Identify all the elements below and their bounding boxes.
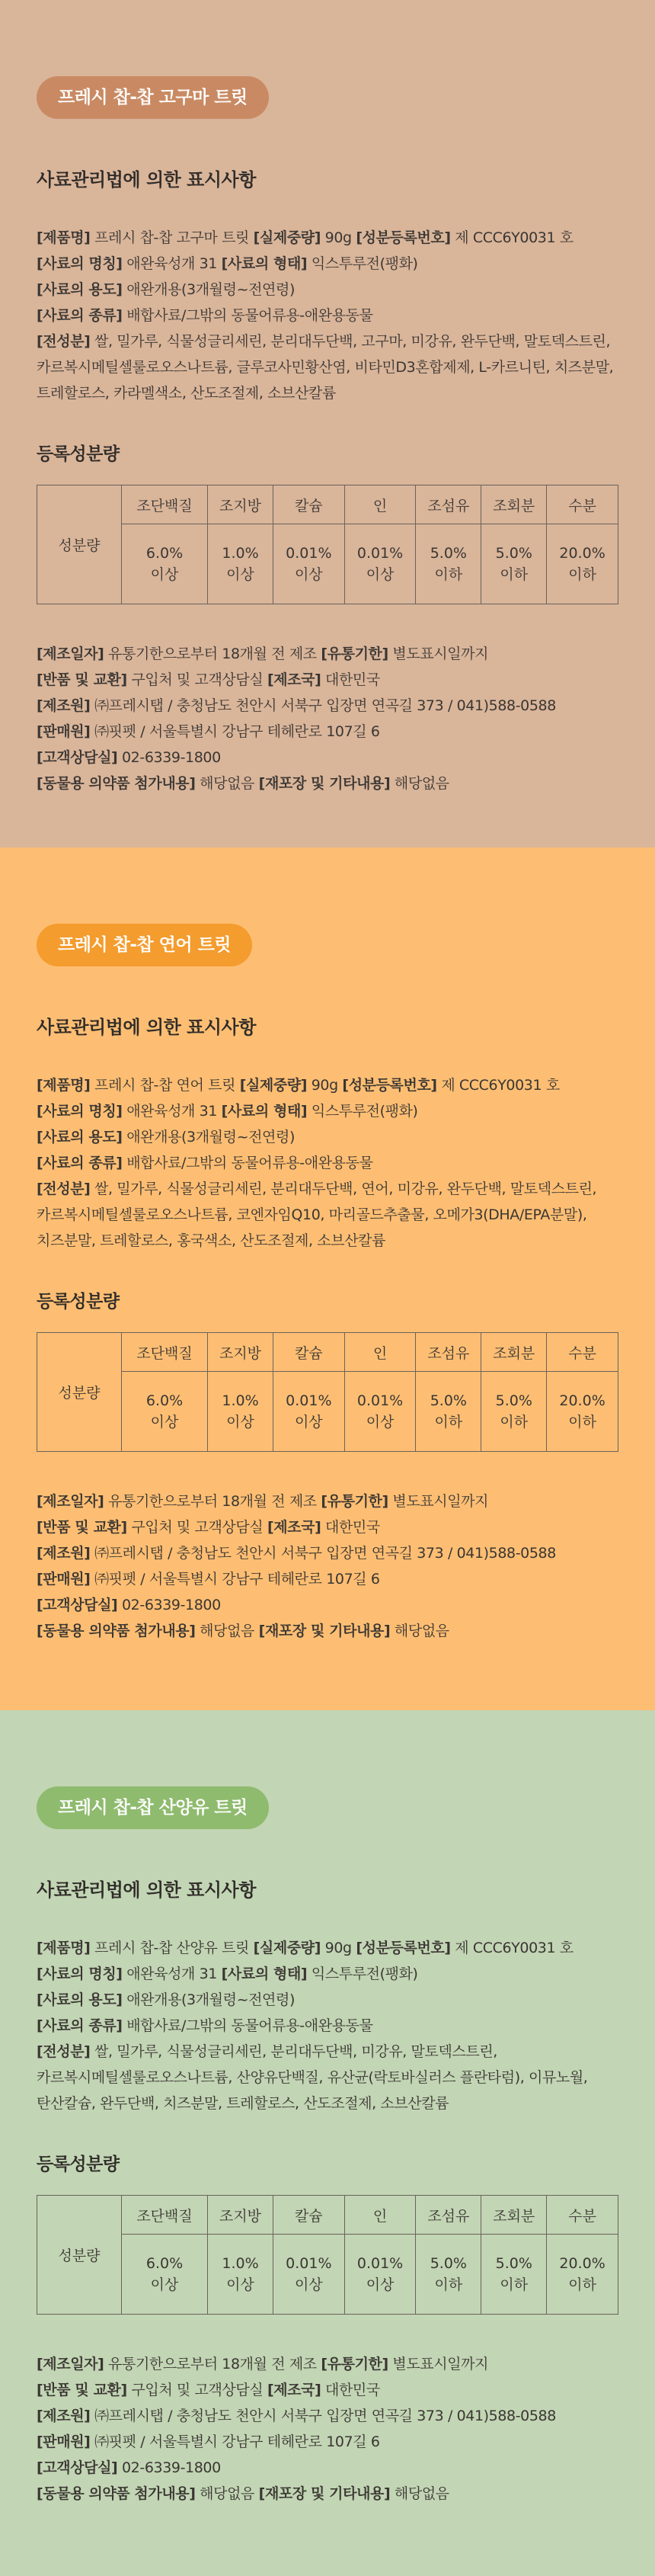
info-value: 대한민국 xyxy=(321,2382,380,2398)
cell-qualifier: 이상 xyxy=(226,2276,254,2293)
info-key: [성분등록번호] xyxy=(356,1940,451,1956)
table-cell xyxy=(344,2235,416,2315)
cell-amount: 0.01% xyxy=(286,2255,332,2272)
cell-amount: 0.01% xyxy=(356,1392,404,1409)
info-value: ㈜핏펫 / 서울특별시 강남구 테헤란로 107길 6 xyxy=(90,1571,380,1588)
column-header: 조섬유 xyxy=(416,2196,481,2235)
cell-amount: 0.01% xyxy=(286,545,332,562)
info-line xyxy=(37,2039,618,2065)
info-line xyxy=(37,771,618,796)
cell-qualifier: 이하 xyxy=(500,2276,529,2293)
cell-qualifier: 이하 xyxy=(568,566,596,583)
cell-amount: 20.0% xyxy=(559,545,605,562)
cell-qualifier: 이상 xyxy=(226,566,254,583)
info-value: 프레시 찹-찹 고구마 트릿 xyxy=(90,229,254,246)
info-value: 카르복시메틸셀룰로오스나트륨, 코엔자임Q10, 마리골드추출물, 오메가3(DHA/EPA분말), xyxy=(37,1206,587,1223)
info-value: 배합사료/그밖의 동물어류용-애완용동물 xyxy=(122,1155,373,1171)
column-header: 조지방 xyxy=(208,2196,273,2235)
info-line xyxy=(37,1202,618,1228)
table-cell xyxy=(481,1372,547,1452)
info-key: [성분등록번호] xyxy=(356,229,451,246)
cell-qualifier: 이하 xyxy=(568,1414,596,1431)
info-line xyxy=(37,225,618,251)
info-value: 익스투루전(팽화) xyxy=(307,1966,418,1982)
info-value: 카르복시메틸셀룰로오스나트륨, 글루코사민황산염, 비타민D3혼합제제, L-카르니틴, 치즈분말, xyxy=(37,359,614,376)
cell-amount: 1.0% xyxy=(222,1392,259,1409)
cell-amount: 6.0% xyxy=(145,545,184,562)
cell-amount: 6.0% xyxy=(145,1392,184,1409)
product-section xyxy=(0,1710,655,2576)
table-row xyxy=(37,2235,618,2315)
cell-qualifier: 이하 xyxy=(568,2276,596,2293)
cell-qualifier: 이상 xyxy=(366,1414,395,1431)
table-cell xyxy=(122,1372,208,1452)
table-cell xyxy=(481,2235,547,2315)
table-cell xyxy=(416,2235,481,2315)
table-cell xyxy=(344,524,416,604)
info-value: 해당없음 xyxy=(195,1623,259,1639)
info-value: 90g xyxy=(307,1077,343,1094)
table-cell xyxy=(273,2235,344,2315)
info-line xyxy=(37,1176,618,1202)
info-value: 02-6339-1800 xyxy=(117,749,221,766)
info-line xyxy=(37,1072,618,1098)
section-title: 사료관리법에 의한 표시사항 xyxy=(37,1017,256,1038)
info-key: [제조원] xyxy=(37,697,91,714)
table-cell xyxy=(416,1372,481,1452)
cell-qualifier: 이상 xyxy=(150,566,179,583)
info-value: 해당없음 xyxy=(195,775,259,792)
info-line xyxy=(37,1935,618,1961)
table-cell xyxy=(344,1372,416,1452)
info-value: 02-6339-1800 xyxy=(117,1597,221,1613)
info-key: [반품 및 교환] xyxy=(37,2382,127,2398)
info-value: 02-6339-1800 xyxy=(117,2459,221,2476)
info-value: 구입처 및 고객상담실 xyxy=(126,2382,267,2398)
label-info-block xyxy=(37,225,618,406)
info-line xyxy=(37,2429,618,2455)
column-header: 인 xyxy=(344,1333,416,1372)
cell-qualifier: 이하 xyxy=(500,566,529,583)
info-value: 유통기한으로부터 18개월 전 제조 xyxy=(104,1493,321,1510)
cell-qualifier: 이상 xyxy=(294,566,323,583)
section-title: 사료관리법에 의한 표시사항 xyxy=(37,169,256,191)
info-key: [제품명] xyxy=(37,1940,91,1956)
info-line xyxy=(37,354,618,380)
cell-amount: 20.0% xyxy=(559,1392,605,1409)
info-line xyxy=(37,1566,618,1592)
info-key: [전성분] xyxy=(37,333,91,350)
column-header: 조섬유 xyxy=(416,485,481,524)
info-line xyxy=(37,380,618,406)
info-line xyxy=(37,2013,618,2039)
info-key: [판매원] xyxy=(37,723,91,740)
info-key: [사료의 형태] xyxy=(221,1103,308,1120)
info-line xyxy=(37,251,618,277)
info-key: [사료의 종류] xyxy=(37,2017,123,2034)
column-header: 조섬유 xyxy=(416,1333,481,1372)
info-line xyxy=(37,2481,618,2507)
info-value: 탄산칼슘, 완두단백, 치즈분말, 트레할로스, 산도조절제, 소브산칼륨 xyxy=(37,2095,449,2112)
row-label: 성분량 xyxy=(37,485,122,604)
column-header: 수분 xyxy=(547,485,618,524)
manufacturer-info-block xyxy=(37,2351,618,2507)
info-line xyxy=(37,1618,618,1644)
table-cell xyxy=(481,524,547,604)
table-cell xyxy=(122,524,208,604)
info-key: [사료의 종류] xyxy=(37,1155,123,1171)
info-key: [사료의 명칭] xyxy=(37,1103,123,1120)
info-line xyxy=(37,719,618,745)
info-value: 애완개용(3개월령~전연령) xyxy=(122,1991,295,2008)
info-key: [고객상담실] xyxy=(37,2459,118,2476)
cell-qualifier: 이하 xyxy=(500,1414,529,1431)
info-line xyxy=(37,1961,618,1987)
column-header: 조회분 xyxy=(481,1333,547,1372)
info-key: [판매원] xyxy=(37,2433,91,2450)
info-value: 대한민국 xyxy=(321,1519,380,1536)
cell-qualifier: 이상 xyxy=(150,2276,179,2293)
info-line xyxy=(37,1540,618,1566)
table-header-row xyxy=(37,2196,618,2235)
cell-amount: 0.01% xyxy=(356,2255,404,2272)
info-key: [사료의 형태] xyxy=(221,255,308,272)
info-key: [전성분] xyxy=(37,2043,91,2060)
label-info-block xyxy=(37,1072,618,1254)
info-value: 유통기한으로부터 18개월 전 제조 xyxy=(104,2356,321,2373)
info-value: 애완육성개 31 xyxy=(122,1966,222,1982)
table-cell xyxy=(547,2235,618,2315)
info-key: [사료의 용도] xyxy=(37,281,123,298)
info-key: [제조국] xyxy=(267,1519,321,1536)
info-key: [실제중량] xyxy=(253,1940,321,1956)
info-value: 별도표시일까지 xyxy=(388,646,489,662)
info-value: 쌀, 밀가루, 식물성글리세린, 분리대두단백, 미강유, 말토덱스트린, xyxy=(90,2043,497,2060)
info-line xyxy=(37,1098,618,1124)
info-value: 별도표시일까지 xyxy=(388,1493,489,1510)
label-info-block xyxy=(37,1935,618,2116)
table-cell xyxy=(208,2235,273,2315)
column-header: 조단백질 xyxy=(122,1333,208,1372)
info-value: 90g xyxy=(321,1940,356,1956)
info-value: 프레시 찹-찹 연어 트릿 xyxy=(90,1077,240,1094)
info-line xyxy=(37,1987,618,2013)
info-key: [제조원] xyxy=(37,2408,91,2424)
cell-qualifier: 이상 xyxy=(294,2276,323,2293)
table-row xyxy=(37,1372,618,1452)
table-cell xyxy=(547,1372,618,1452)
info-line xyxy=(37,303,618,328)
cell-amount: 5.0% xyxy=(430,1392,467,1409)
info-value: 구입처 및 고객상담실 xyxy=(126,671,267,688)
info-value: 치즈분말, 트레할로스, 홍국색소, 산도조절제, 소브산칼륨 xyxy=(37,1232,386,1249)
column-header: 칼슘 xyxy=(273,485,344,524)
cell-amount: 5.0% xyxy=(495,2255,532,2272)
cell-amount: 20.0% xyxy=(559,2255,605,2272)
info-value: 해당없음 xyxy=(390,2485,449,2502)
info-value: 카르복시메틸셀룰로오스나트륨, 산양유단백질, 유산균(락토바실러스 플란타럼), 이뮤노월, xyxy=(37,2069,588,2086)
column-header: 조단백질 xyxy=(122,2196,208,2235)
cell-amount: 1.0% xyxy=(222,2255,259,2272)
info-key: [동물용 의약품 첨가내용] xyxy=(37,1623,196,1639)
info-value: 유통기한으로부터 18개월 전 제조 xyxy=(104,646,321,662)
column-header: 인 xyxy=(344,485,416,524)
table-cell xyxy=(416,524,481,604)
info-key: [반품 및 교환] xyxy=(37,1519,127,1536)
cell-amount: 0.01% xyxy=(286,1392,332,1409)
info-key: [고객상담실] xyxy=(37,749,118,766)
cell-qualifier: 이하 xyxy=(434,2276,463,2293)
manufacturer-info-block xyxy=(37,1488,618,1644)
info-key: [사료의 명칭] xyxy=(37,255,123,272)
info-line xyxy=(37,1488,618,1514)
info-key: [제조국] xyxy=(267,2382,321,2398)
info-line xyxy=(37,745,618,771)
info-key: [전성분] xyxy=(37,1181,91,1197)
info-value: ㈜핏펫 / 서울특별시 강남구 테헤란로 107길 6 xyxy=(90,723,380,740)
product-section xyxy=(0,0,655,847)
product-name-pill: 프레시 찹-찹 연어 트릿 xyxy=(37,924,252,966)
column-header: 수분 xyxy=(547,2196,618,2235)
info-value: 해당없음 xyxy=(390,775,449,792)
nutrient-table-title: 등록성분량 xyxy=(37,2155,120,2174)
table-cell xyxy=(208,524,273,604)
info-key: [실제중량] xyxy=(253,229,321,246)
info-line xyxy=(37,693,618,719)
product-name-pill: 프레시 찹-찹 고구마 트릿 xyxy=(37,76,269,119)
manufacturer-info-block xyxy=(37,641,618,796)
cell-amount: 5.0% xyxy=(430,545,467,562)
nutrient-table xyxy=(37,2195,618,2315)
info-value: 쌀, 밀가루, 식물성글리세린, 분리대두단백, 고구마, 미강유, 완두단백, 말토덱스트린, xyxy=(90,333,611,350)
table-header-row xyxy=(37,485,618,524)
cell-qualifier: 이상 xyxy=(150,1414,179,1431)
cell-amount: 5.0% xyxy=(430,2255,467,2272)
info-line xyxy=(37,1514,618,1540)
info-line xyxy=(37,2403,618,2429)
cell-amount: 5.0% xyxy=(495,1392,532,1409)
cell-qualifier: 이상 xyxy=(366,2276,395,2293)
info-value: 90g xyxy=(321,229,356,246)
info-value: 구입처 및 고객상담실 xyxy=(126,1519,267,1536)
info-value: 해당없음 xyxy=(390,1623,449,1639)
info-key: [유통기한] xyxy=(321,2356,388,2373)
product-section xyxy=(0,847,655,1710)
cell-amount: 1.0% xyxy=(222,545,259,562)
info-value: ㈜프레시탭 / 충청남도 천안시 서북구 입장면 연곡길 373 / 041)588-0588 xyxy=(90,1545,556,1562)
info-line xyxy=(37,328,618,354)
table-cell xyxy=(208,1372,273,1452)
info-key: [동물용 의약품 첨가내용] xyxy=(37,2485,196,2502)
column-header: 조회분 xyxy=(481,485,547,524)
section-title: 사료관리법에 의한 표시사항 xyxy=(37,1879,256,1901)
column-header: 인 xyxy=(344,2196,416,2235)
info-value: 해당없음 xyxy=(195,2485,259,2502)
cell-amount: 0.01% xyxy=(356,545,404,562)
column-header: 조지방 xyxy=(208,1333,273,1372)
info-key: [제조원] xyxy=(37,1545,91,1562)
info-key: [사료의 용도] xyxy=(37,1129,123,1145)
info-value: ㈜프레시탭 / 충청남도 천안시 서북구 입장면 연곡길 373 / 041)588-0588 xyxy=(90,2408,556,2424)
info-line xyxy=(37,1150,618,1176)
info-line xyxy=(37,277,618,303)
cell-amount: 6.0% xyxy=(145,2255,184,2272)
info-value: 제 CCC6Y0031 호 xyxy=(450,1940,574,1956)
cell-qualifier: 이상 xyxy=(226,1414,254,1431)
info-key: [제조일자] xyxy=(37,646,104,662)
product-name-pill: 프레시 찹-찹 산양유 트릿 xyxy=(37,1786,269,1829)
column-header: 칼슘 xyxy=(273,1333,344,1372)
column-header: 조지방 xyxy=(208,485,273,524)
info-key: [반품 및 교환] xyxy=(37,671,127,688)
info-value: ㈜핏펫 / 서울특별시 강남구 테헤란로 107길 6 xyxy=(90,2433,380,2450)
table-cell xyxy=(273,524,344,604)
info-key: [재포장 및 기타내용] xyxy=(258,775,391,792)
info-value: 배합사료/그밖의 동물어류용-애완용동물 xyxy=(122,2017,373,2034)
nutrient-table xyxy=(37,485,618,604)
info-key: [제조국] xyxy=(267,671,321,688)
info-key: [사료의 형태] xyxy=(221,1966,308,1982)
info-key: [유통기한] xyxy=(321,1493,388,1510)
info-line xyxy=(37,667,618,693)
info-key: [제조일자] xyxy=(37,1493,104,1510)
info-value: 제 CCC6Y0031 호 xyxy=(436,1077,560,1094)
info-line xyxy=(37,1592,618,1618)
table-cell xyxy=(547,524,618,604)
info-key: [재포장 및 기타내용] xyxy=(258,1623,391,1639)
column-header: 수분 xyxy=(547,1333,618,1372)
info-key: [제품명] xyxy=(37,229,91,246)
column-header: 칼슘 xyxy=(273,2196,344,2235)
info-key: [사료의 종류] xyxy=(37,307,123,324)
column-header: 조회분 xyxy=(481,2196,547,2235)
table-header-row xyxy=(37,1333,618,1372)
info-value: 애완개용(3개월령~전연령) xyxy=(122,1129,295,1145)
info-value: 제 CCC6Y0031 호 xyxy=(450,229,574,246)
info-value: 배합사료/그밖의 동물어류용-애완용동물 xyxy=(122,307,373,324)
info-key: [고객상담실] xyxy=(37,1597,118,1613)
info-key: [사료의 용도] xyxy=(37,1991,123,2008)
column-header: 조단백질 xyxy=(122,485,208,524)
info-value: 애완육성개 31 xyxy=(122,1103,222,1120)
info-value: ㈜프레시탭 / 충청남도 천안시 서북구 입장면 연곡길 373 / 041)588-0588 xyxy=(90,697,556,714)
info-line xyxy=(37,641,618,667)
info-key: [판매원] xyxy=(37,1571,91,1588)
info-value: 프레시 찹-찹 산양유 트릿 xyxy=(90,1940,254,1956)
table-cell xyxy=(273,1372,344,1452)
info-key: [동물용 의약품 첨가내용] xyxy=(37,775,196,792)
cell-qualifier: 이하 xyxy=(434,1414,463,1431)
info-line xyxy=(37,2091,618,2116)
nutrient-table-title: 등록성분량 xyxy=(37,444,120,464)
row-label: 성분량 xyxy=(37,1333,122,1452)
info-value: 대한민국 xyxy=(321,671,380,688)
row-label: 성분량 xyxy=(37,2196,122,2315)
table-cell xyxy=(122,2235,208,2315)
cell-qualifier: 이상 xyxy=(294,1414,323,1431)
info-value: 애완육성개 31 xyxy=(122,255,222,272)
info-line xyxy=(37,2377,618,2403)
info-key: [성분등록번호] xyxy=(342,1077,437,1094)
info-key: [제품명] xyxy=(37,1077,91,1094)
info-value: 애완개용(3개월령~전연령) xyxy=(122,281,295,298)
info-value: 별도표시일까지 xyxy=(388,2356,489,2373)
info-line xyxy=(37,2351,618,2377)
info-value: 익스투루전(팽화) xyxy=(307,1103,418,1120)
info-line xyxy=(37,1124,618,1150)
info-value: 트레할로스, 카라멜색소, 산도조절제, 소브산칼륨 xyxy=(37,385,336,402)
nutrient-table xyxy=(37,1332,618,1452)
table-row xyxy=(37,524,618,604)
cell-qualifier: 이상 xyxy=(366,566,395,583)
info-line xyxy=(37,2455,618,2481)
info-key: [사료의 명칭] xyxy=(37,1966,123,1982)
cell-qualifier: 이하 xyxy=(434,566,463,583)
info-key: [실제중량] xyxy=(239,1077,308,1094)
info-line xyxy=(37,2065,618,2091)
cell-amount: 5.0% xyxy=(495,545,532,562)
nutrient-table-title: 등록성분량 xyxy=(37,1292,120,1312)
info-key: [재포장 및 기타내용] xyxy=(258,2485,391,2502)
info-line xyxy=(37,1228,618,1254)
info-key: [유통기한] xyxy=(321,646,388,662)
info-value: 쌀, 밀가루, 식물성글리세린, 분리대두단백, 연어, 미강유, 완두단백, 말토덱스트린, xyxy=(90,1181,597,1197)
info-key: [제조일자] xyxy=(37,2356,104,2373)
info-value: 익스투루전(팽화) xyxy=(307,255,418,272)
